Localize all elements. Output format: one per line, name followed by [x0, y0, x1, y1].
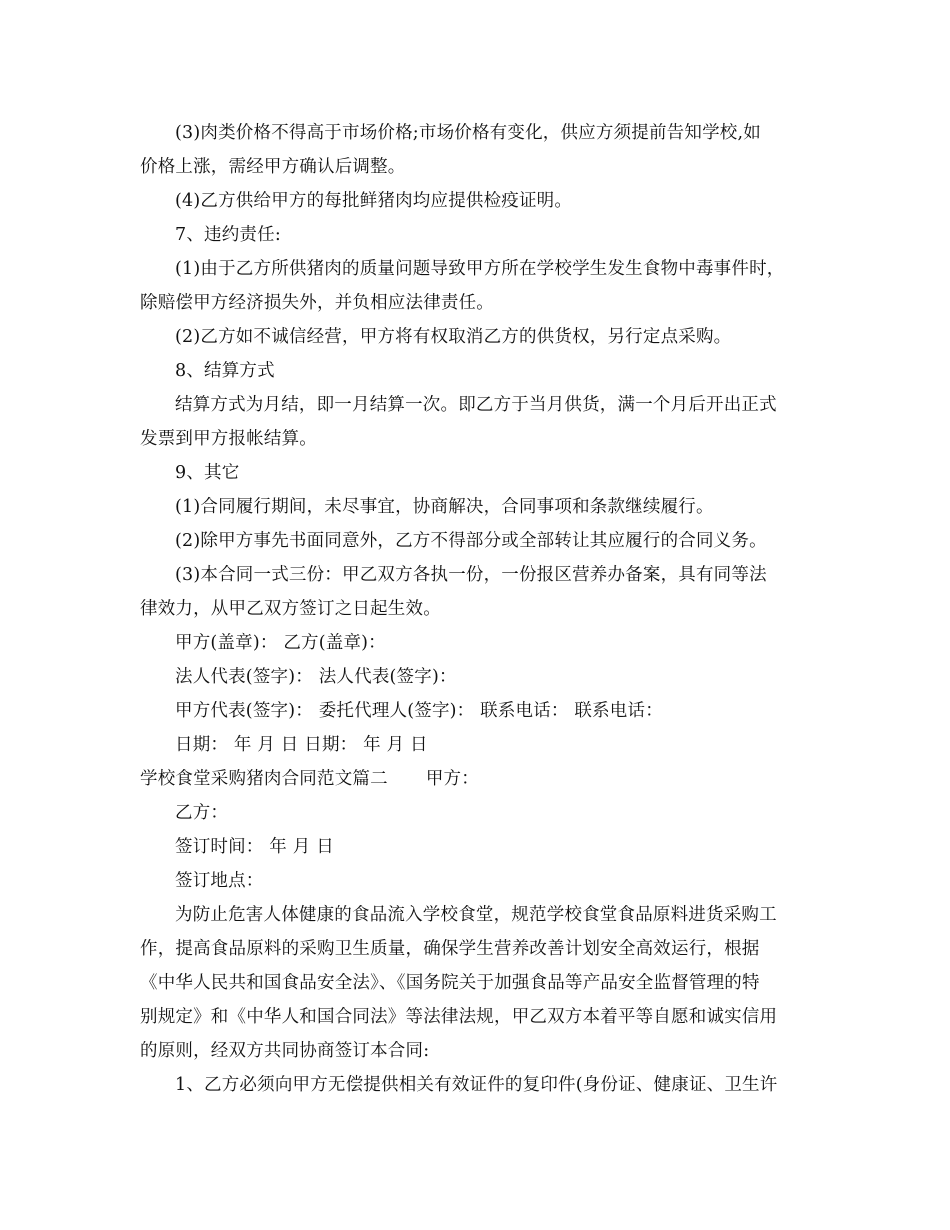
section-title-row — [140, 762, 820, 796]
paragraph-line: (1)合同履行期间，未尽事宜，协商解决，合同事项和条款继续履行。 — [175, 497, 714, 517]
section-title: 学校食堂采购猪肉合同范文篇二 — [140, 769, 388, 789]
party-b-label: 乙方： — [175, 803, 229, 823]
paragraph-line: (1)由于乙方所供猪肉的质量问题导致甲方所在学校学生发生食物中毒事件时， — [175, 259, 785, 279]
paragraph-line: 《中华人民共和国食品安全法》、《国务院关于加强食品等产品安全监督管理的特 — [140, 973, 760, 993]
paragraph-line: 别规定》和《中华人和国合同法》等法律法规，甲乙双方本着平等自愿和诚实信用 — [140, 1007, 778, 1027]
paragraph-line: 的原则，经双方共同协商签订本合同: — [140, 1041, 430, 1061]
date-line: 日期： 年 月 日 日期： 年 月 日 — [175, 735, 428, 755]
paragraph-line: 除赔偿甲方经济损失外，并负相应法律责任。 — [140, 293, 494, 313]
paragraph-line: 律效力，从甲乙双方签订之日起生效。 — [140, 599, 441, 619]
signing-time: 签订时间： 年 月 日 — [175, 837, 334, 857]
paragraph-line: 为防止危害人体健康的食品流入学校食堂，规范学校食堂食品原料进货采购工 — [175, 905, 777, 925]
section-heading: 9、其它 — [175, 463, 240, 483]
document-body — [140, 116, 820, 1102]
section-heading: 8、结算方式 — [175, 361, 275, 381]
paragraph-line: (4)乙方供给甲方的每批鲜猪肉均应提供检疫证明。 — [175, 191, 573, 211]
paragraph-line: (2)乙方如不诚信经营，甲方将有权取消乙方的供货权，另行定点采购。 — [175, 327, 732, 347]
signature-line: 甲方代表(签字)： 委托代理人(签字)： 联系电话： 联系电话： — [175, 701, 663, 721]
paragraph-line: (3)肉类价格不得高于市场价格;市场价格有变化，供应方须提前告知学校,如 — [175, 123, 761, 143]
section-heading: 7、违约责任: — [175, 225, 281, 245]
paragraph-line: 价格上涨，需经甲方确认后调整。 — [140, 157, 406, 177]
paragraph-line: 发票到甲方报帐结算。 — [140, 429, 317, 449]
paragraph-line: 1、乙方必须向甲方无偿提供相关有效证件的复印件(身份证、健康证、卫生许 — [175, 1075, 778, 1095]
paragraph-line: 结算方式为月结，即一月结算一次。即乙方于当月供货，满一个月后开出正式 — [175, 395, 777, 415]
signing-place: 签订地点： — [175, 871, 264, 891]
paragraph-line: 作，提高食品原料的采购卫生质量，确保学生营养改善计划安全高效运行，根据 — [140, 939, 760, 959]
signature-line: 法人代表(签字)： 法人代表(签字)： — [175, 667, 457, 687]
paragraph-line: (2)除甲方事先书面同意外，乙方不得部分或全部转让其应履行的合同义务。 — [175, 531, 767, 551]
paragraph-line: (3)本合同一式三份：甲乙双方各执一份，一份报区营养办备案，具有同等法 — [175, 565, 767, 585]
party-a-label: 甲方： — [425, 769, 479, 789]
signature-line: 甲方(盖章)： 乙方(盖章)： — [175, 633, 386, 653]
